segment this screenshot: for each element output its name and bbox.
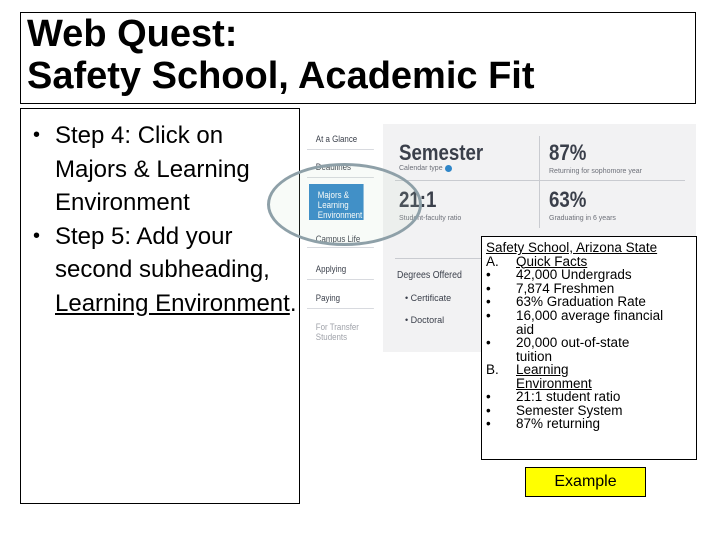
- highlight-circle: [267, 163, 422, 246]
- fact-a-1: [486, 268, 696, 282]
- info-icon[interactable]: [445, 165, 452, 172]
- section-b-heading: Learning Environment: [516, 361, 592, 391]
- title-line-1: Web Quest:: [27, 13, 238, 55]
- stat-divider: [539, 136, 540, 228]
- note-title: Safety School, Arizona State: [486, 240, 658, 255]
- fact-text: 7,874 Freshmen: [516, 280, 615, 296]
- section-a-heading: Quick Facts: [516, 253, 588, 269]
- fact-text: Semester System: [516, 402, 623, 418]
- ratio-value: 21:1: [399, 187, 437, 212]
- fact-a-4: [486, 309, 696, 336]
- nav-majors-learning[interactable]: Majors & Learning Environment: [309, 184, 364, 220]
- step-4: [29, 119, 297, 220]
- bullet: •: [486, 388, 491, 404]
- fact-b-2: [486, 404, 696, 418]
- fact-a-3: [486, 295, 696, 309]
- nav-deadlines[interactable]: Deadlines: [307, 162, 374, 178]
- bullet: •: [33, 224, 41, 247]
- bullet: •: [486, 307, 491, 323]
- grad-label: Graduating in 6 years: [549, 215, 616, 222]
- returning-label: Returning for sophomore year: [549, 168, 642, 175]
- title-box: [20, 12, 696, 104]
- bullet: •: [33, 124, 41, 146]
- nav-paying[interactable]: Paying: [307, 293, 374, 309]
- returning-value: 87%: [549, 140, 587, 165]
- nav-applying[interactable]: Applying: [307, 264, 374, 280]
- nav-at-a-glance[interactable]: At a Glance: [307, 134, 374, 150]
- step-4-text: Step 4: Click on Majors & Learning Environment: [55, 122, 250, 216]
- nav-campus-life[interactable]: Campus Life: [307, 234, 374, 248]
- example-label: Example: [525, 467, 646, 497]
- fact-b-1: [486, 390, 696, 404]
- calendar-label: [399, 165, 452, 172]
- step-5-text: Step 5: Add your second subheading,: [55, 222, 270, 283]
- grad-value: 63%: [549, 187, 587, 212]
- section-b: [486, 363, 696, 390]
- fact-text: 16,000 average financial aid: [516, 307, 664, 337]
- steps-box: [20, 108, 300, 504]
- fact-text: 21:1 student ratio: [516, 388, 621, 404]
- calendar-value: Semester: [399, 140, 484, 165]
- title-line-2: Safety School, Academic Fit: [27, 55, 535, 97]
- fact-a-5: [486, 336, 696, 363]
- bullet: •: [486, 267, 491, 283]
- bullet: •: [486, 294, 491, 310]
- calendar-label-text: Calendar type: [399, 165, 443, 172]
- fact-text: 42,000 Undergrads: [516, 267, 632, 283]
- bullet: •: [486, 280, 491, 296]
- fact-b-3: [486, 417, 696, 431]
- ratio-label: Student-faculty ratio: [399, 215, 462, 222]
- stat-divider-h: [395, 180, 685, 181]
- bullet: •: [486, 416, 491, 432]
- degrees-heading: Degrees Offered: [397, 270, 462, 281]
- fact-text: 63% Graduation Rate: [516, 294, 646, 310]
- degree-doctoral: • Doctoral: [405, 315, 445, 325]
- section-a-letter: A.: [486, 253, 499, 269]
- section-a: [486, 255, 696, 269]
- bullet: •: [486, 402, 491, 418]
- nav-transfer[interactable]: For Transfer Students: [315, 322, 359, 342]
- degree-certificate: • Certificate: [405, 293, 452, 303]
- example-notes: [481, 236, 697, 460]
- fact-a-2: [486, 282, 696, 296]
- step-5-period: .: [289, 289, 297, 317]
- steps-list: [29, 119, 297, 320]
- step-5: [29, 220, 297, 321]
- fact-text: 20,000 out-of-state tuition: [516, 334, 630, 364]
- step-5-underlined: Learning Environment: [55, 289, 290, 317]
- fact-text: 87% returning: [516, 416, 601, 432]
- section-b-letter: B.: [486, 361, 499, 377]
- bullet: •: [486, 334, 491, 350]
